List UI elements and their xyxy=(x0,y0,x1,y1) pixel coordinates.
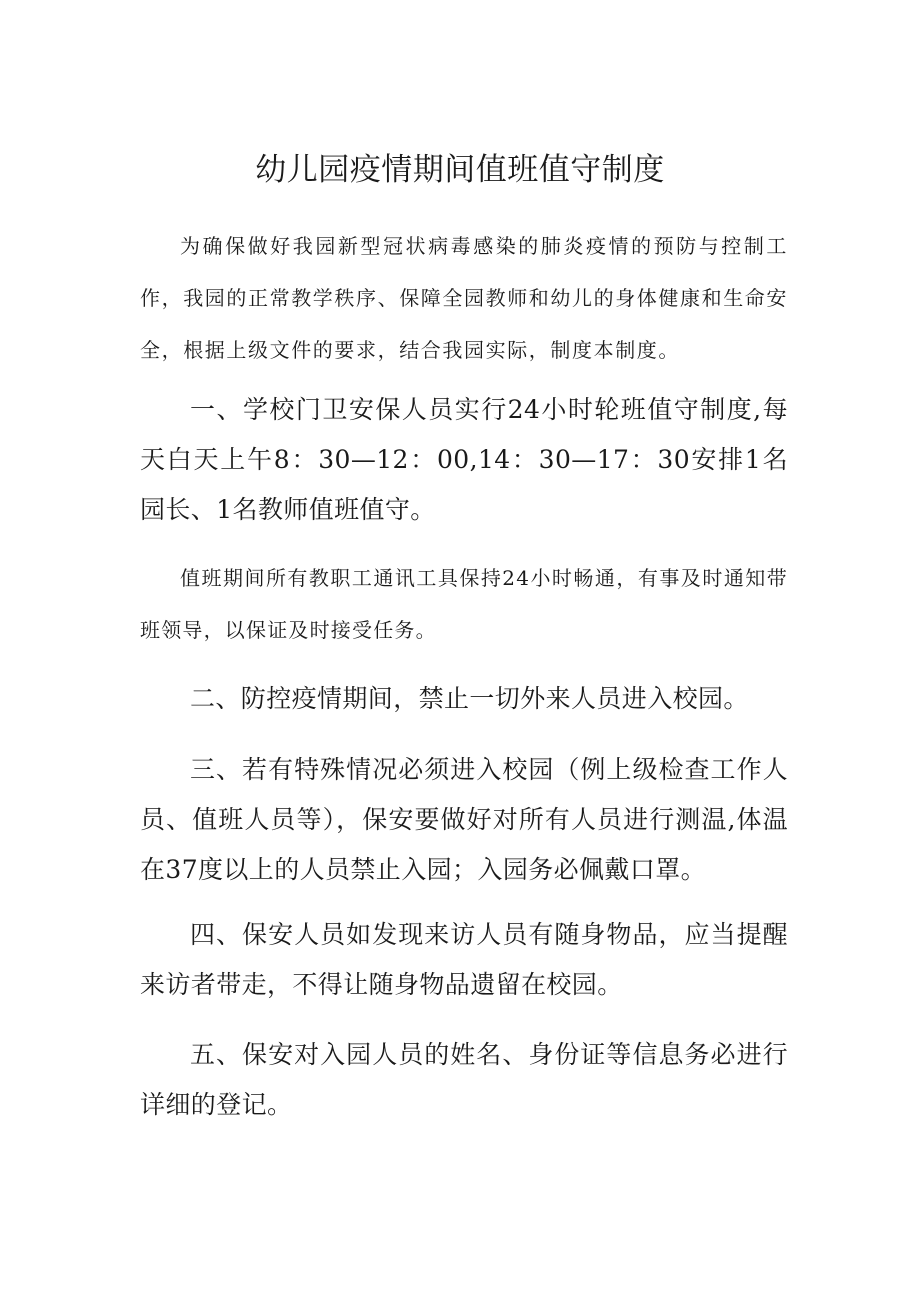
paragraph-intro: 为确保做好我园新型冠状病毒感染的肺炎疫情的预防与控制工作，我园的正常教学秩序、保障全园教师和幼儿的身体健康和生命安全，根据上级文件的要求，结合我园实际，制度本制度。 xyxy=(140,234,788,362)
paragraph-rule-one: 一、学校门卫安保人员实行24小时轮班值守制度,每天白天上午8：30—12：00,14：30—17：30安排1名园长、1名教师值班值守。 xyxy=(140,395,788,524)
paragraph-rule-three: 三、若有特殊情况必须进入校园（例上级检查工作人员、值班人员等），保安要做好对所有人员进行测温,体温在37度以上的人员禁止入园；入园务必佩戴口罩。 xyxy=(140,755,788,884)
paragraph-rule-five: 五、保安对入园人员的姓名、身份证等信息务必进行详细的登记。 xyxy=(140,1040,788,1119)
paragraph-duty-note: 值班期间所有教职工通讯工具保持24小时畅通，有事及时通知带班领导，以保证及时接受任务。 xyxy=(140,566,788,642)
document-title: 幼儿园疫情期间值班值守制度 xyxy=(255,152,665,188)
paragraph-rule-four: 四、保安人员如发现来访人员有随身物品，应当提醒来访者带走，不得让随身物品遗留在校园。 xyxy=(140,920,788,999)
paragraph-rule-two: 二、防控疫情期间，禁止一切外来人员进入校园。 xyxy=(190,684,749,713)
